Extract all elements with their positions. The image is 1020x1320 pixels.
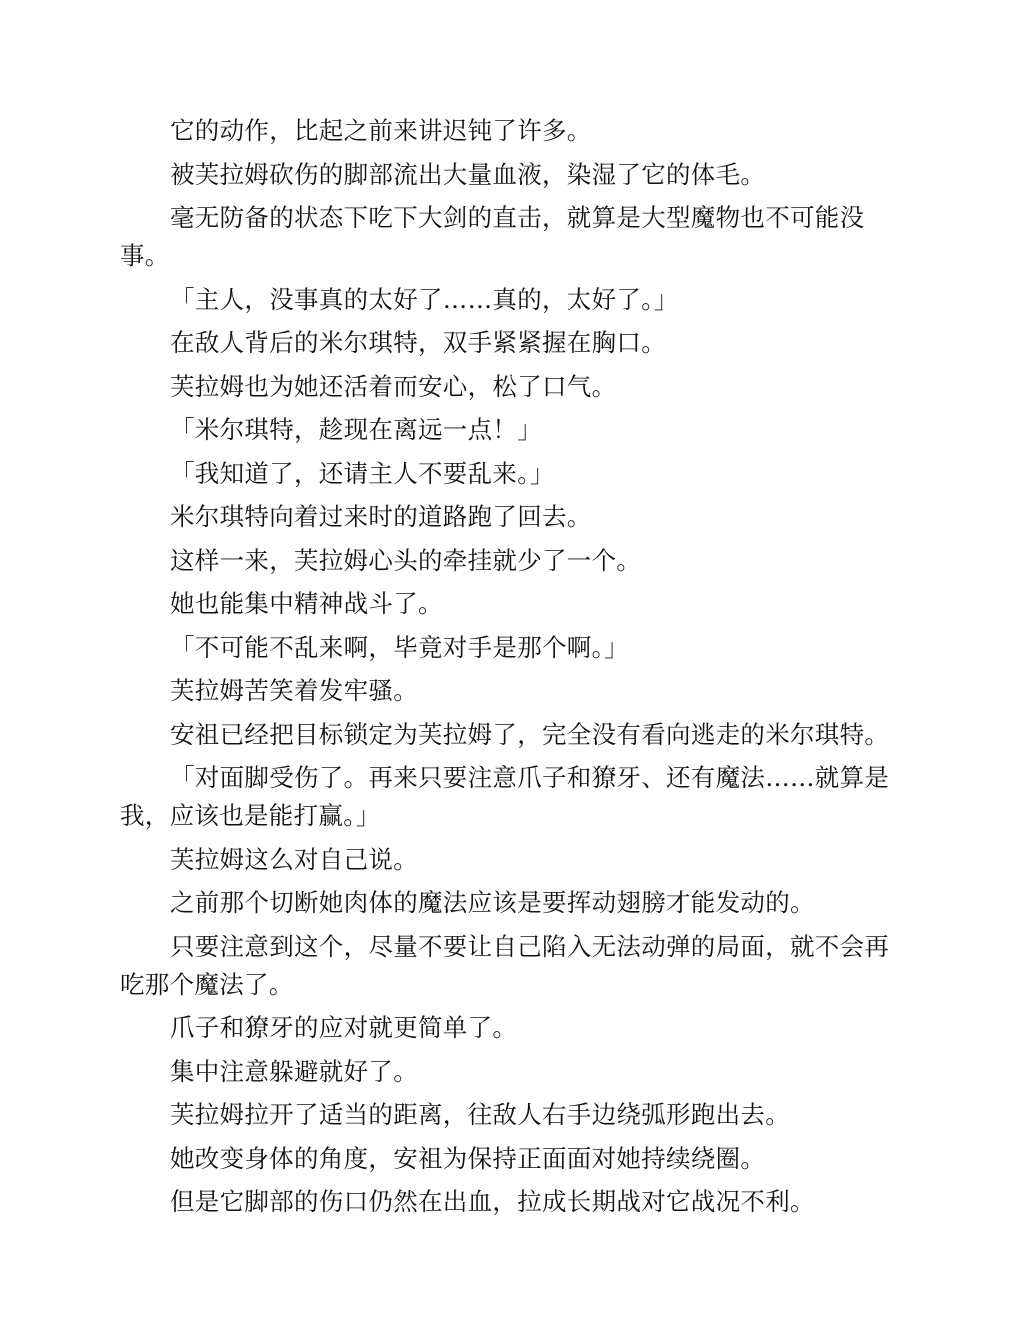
paragraph: 「米尔琪特，趁现在离远一点！」 xyxy=(170,415,542,444)
paragraph: 被芙拉姆砍伤的脚部流出大量血液，染湿了它的体毛。 xyxy=(170,159,766,189)
paragraph: 之前那个切断她肉体的魔法应该是要挥动翅膀才能发动的。 xyxy=(170,888,815,917)
paragraph: 「主人，没事真的太好了……真的，太好了。」 xyxy=(170,284,679,314)
paragraph: 「对面脚受伤了。再来只要注意爪子和獠牙、还有魔法……就算是我，应该也是能打赢。」 xyxy=(120,763,890,830)
paragraph: 她改变身体的角度，安祖为保持正面面对她持续绕圈。 xyxy=(170,1143,766,1173)
paragraph: 芙拉姆这么对自己说。 xyxy=(170,844,418,874)
paragraph: 只要注意到这个，尽量不要让自己陷入无法动弹的局面，就不会再吃那个魔法了。 xyxy=(120,931,890,999)
paragraph: 它的动作，比起之前来讲迟钝了许多。 xyxy=(170,116,592,145)
paragraph: 她也能集中精神战斗了。 xyxy=(170,589,443,618)
paragraph: 「我知道了，还请主人不要乱来。」 xyxy=(170,458,555,488)
paragraph: 芙拉姆拉开了适当的距离，往敌人右手边绕弧形跑出去。 xyxy=(170,1100,790,1129)
paragraph: 「不可能不乱来啊，毕竟对手是那个啊。」 xyxy=(170,632,629,662)
paragraph: 在敌人背后的米尔琪特，双手紧紧握在胸口。 xyxy=(170,328,666,357)
body-text xyxy=(120,112,900,1227)
paragraph: 这样一来，芙拉姆心头的牵挂就少了一个。 xyxy=(170,545,642,575)
paragraph: 但是它脚部的伤口仍然在出血，拉成长期战对它战况不利。 xyxy=(170,1187,815,1216)
paragraph: 毫无防备的状态下吃下大剑的直击，就算是大型魔物也不可能没事。 xyxy=(120,203,865,270)
paragraph: 爪子和獠牙的应对就更简单了。 xyxy=(170,1013,518,1042)
paragraph: 集中注意躲避就好了。 xyxy=(170,1056,418,1086)
paragraph: 米尔琪特向着过来时的道路跑了回去。 xyxy=(170,502,592,531)
paragraph: 芙拉姆也为她还活着而安心，松了口气。 xyxy=(170,371,617,401)
paragraph: 芙拉姆苦笑着发牢骚。 xyxy=(170,676,418,705)
paragraph: 安祖已经把目标锁定为芙拉姆了，完全没有看向逃走的米尔琪特。 xyxy=(170,719,890,749)
